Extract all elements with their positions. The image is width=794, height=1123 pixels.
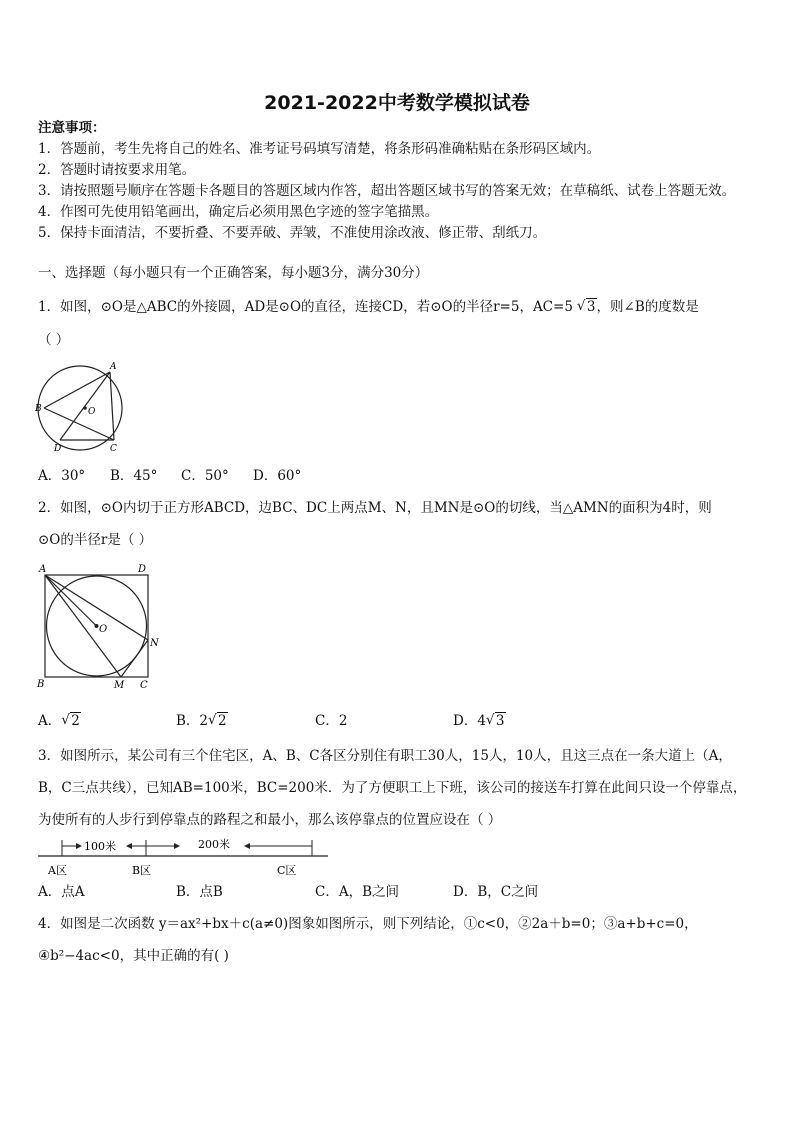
- notice-item: 3．请按照题号顺序在答题卡各题目的答题区域内作答，超出答题区域书写的答案无效；在草稿纸、试卷上答题无效。: [38, 183, 736, 199]
- fig3-zone-a: A区: [48, 864, 67, 877]
- q2-option-d: D．4√ 3: [453, 711, 506, 731]
- q3-option-c: C．A，B之间: [315, 884, 399, 900]
- fig3-dist-ab: 100米: [84, 840, 116, 853]
- notice-item: 1．答题前，考生先将自己的姓名、准考证号码填写清楚，将条形码准确粘贴在条形码区域内。: [38, 141, 601, 157]
- question-4-stem-2: ④b²−4ac<0，其中正确的有( ): [38, 948, 229, 964]
- q2-option-a: A．√ 2: [38, 711, 81, 731]
- notice-item: 5．保持卡面清洁，不要折叠、不要弄破、弄皱，不准使用涂改液、修正带、刮纸刀。: [38, 225, 547, 241]
- fig2-label-c: C: [140, 680, 148, 691]
- fig1-label-b: B: [35, 404, 42, 414]
- fig3-dist-bc: 200米: [198, 838, 230, 851]
- q1-option-d: D．60°: [253, 468, 302, 484]
- q1-option-a: A．30°: [38, 468, 86, 484]
- fig3-zone-b: B区: [132, 864, 152, 877]
- question-4-stem: 4．如图是二次函数 y＝ax²+bx＋c(a≠0)图象如图所示，则下列结论，①c<0，②2a＋b=0；③a+b+c=0，: [38, 916, 698, 932]
- fig1-label-d: D: [54, 444, 62, 454]
- notice-item: 2．答题时请按要求用笔。: [38, 162, 196, 178]
- question-2-stem-2: ⊙O的半径r是（ ）: [38, 532, 153, 548]
- q3-option-d: D．B，C之间: [453, 884, 539, 900]
- q3-option-b: B．点B: [176, 884, 223, 900]
- question-3-stem-2: B，C三点共线），已知AB=100米，BC=200米．为了方便职工上下班，该公司的接送车打算在此间只设一个停靠点，: [38, 780, 747, 796]
- fig1-label-o: O: [88, 407, 96, 417]
- q1-option-c: C．50°: [181, 468, 229, 484]
- fig2-label-d: D: [138, 564, 147, 575]
- question-1-stem: 1．如图，⊙O是△ABC的外接圆，AD是⊙O的直径，连接CD，若⊙O的半径r=5，AC=5√ 3，则∠B的度数是: [38, 297, 699, 317]
- page-title: 2021-2022中考数学模拟试卷: [264, 92, 530, 114]
- notice-item: 4．作图可先使用铅笔画出，确定后必须用黑色字迹的签字笔描黑。: [38, 204, 439, 220]
- fig2-label-n: N: [150, 638, 159, 649]
- section-heading: 一、选择题（每小题只有一个正确答案，每小题3分，满分30分）: [38, 265, 429, 281]
- question-1-paren: （ ）: [38, 332, 70, 348]
- question-2-figure: [30, 560, 165, 692]
- notice-heading: 注意事项：: [38, 120, 106, 136]
- fig2-label-b: B: [37, 679, 45, 690]
- fig1-label-c: C: [110, 444, 117, 454]
- q2-option-b: B．2√ 2: [176, 711, 228, 731]
- q3-option-a: A．点A: [38, 884, 85, 900]
- fig2-label-m: M: [114, 680, 125, 691]
- q2-option-c: C．2: [315, 713, 348, 729]
- question-1-figure: [30, 358, 130, 454]
- fig3-zone-c: C区: [277, 864, 297, 877]
- question-3-stem-3: 为使所有的人步行到停靠点的路程之和最小，那么该停靠点的位置应设在（ ）: [38, 812, 502, 828]
- question-2-stem: 2．如图，⊙O内切于正方形ABCD，边BC、DC上两点M、N，且MN是⊙O的切线，当△AMN的面积为4时，则: [38, 500, 712, 516]
- question-3-figure: [34, 834, 334, 878]
- q1-option-b: B．45°: [110, 468, 158, 484]
- question-3-stem: 3．如图所示，某公司有三个住宅区，A、B、C各区分别住有职工30人，15人，10人，且这三点在一条大道上（A，: [38, 748, 732, 764]
- fig2-label-o: O: [99, 624, 108, 635]
- fig1-label-a: A: [110, 362, 117, 372]
- fig2-label-a: A: [39, 564, 47, 575]
